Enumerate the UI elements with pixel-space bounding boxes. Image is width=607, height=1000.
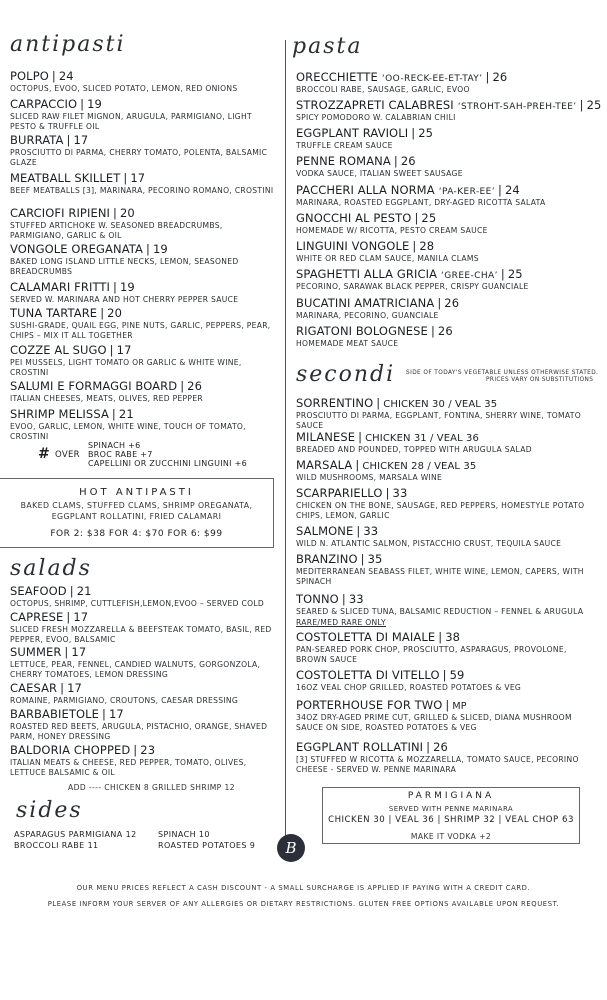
item-price: 26 bbox=[400, 154, 416, 168]
price-separator: | bbox=[123, 171, 128, 185]
item-name-line bbox=[10, 171, 275, 185]
item-description: PEI MUSSELS, LIGHT TOMATO OR GARLIC & WHITE WINE, CROSTINI bbox=[10, 358, 242, 377]
item-pronunciation: ‘OO-RECK-EE-ET-TAY’ bbox=[381, 74, 483, 84]
item-name: EGGPLANT RAVIOLI bbox=[296, 126, 409, 140]
item-name: STROZZAPRETI CALABRESI bbox=[296, 98, 454, 112]
item-price: 17 bbox=[130, 171, 146, 185]
menu-item bbox=[296, 183, 599, 208]
item-price: 17 bbox=[116, 343, 132, 357]
item-description: MEDITERRANEAN SEABASS FILET, WHITE WINE, LEMON, CAPERS, WITH SPINACH bbox=[296, 567, 584, 586]
left-column bbox=[10, 0, 275, 1000]
menu-item bbox=[10, 743, 275, 777]
item-description: ITALIAN CHEESES, MEATS, OLIVES, RED PEPPER bbox=[10, 394, 203, 403]
item-price: 26 bbox=[187, 379, 203, 393]
price-separator: | bbox=[113, 206, 118, 220]
item-name-line bbox=[10, 206, 275, 220]
item-name-line bbox=[10, 379, 275, 393]
item-name-line bbox=[10, 743, 275, 757]
item-description: PAN-SEARED PORK CHOP, PROSCIUTTO, ASPARAGUS, PROVOLONE, BROWN SAUCE bbox=[296, 645, 567, 664]
menu-item bbox=[10, 584, 275, 609]
side-broccoli-rabe: BROCCOLI RABE 11 bbox=[14, 841, 99, 850]
item-name-line bbox=[10, 343, 275, 357]
item-name: SCARPARIELLO bbox=[296, 486, 383, 500]
side-roasted-potatoes: ROASTED POTATOES 9 bbox=[158, 841, 256, 850]
item-price: 17 bbox=[67, 681, 82, 695]
item-price: CHICKEN 31 / VEAL 36 bbox=[365, 433, 479, 444]
item-name-line bbox=[10, 610, 275, 624]
item-description: OCTOPUS, SHRIMP, CUTTLEFISH,LEMON,EVOO – SERVED COLD bbox=[10, 599, 265, 608]
item-name: PACCHERI ALLA NORMA bbox=[296, 183, 435, 197]
item-name-line bbox=[296, 630, 599, 644]
item-description: 16OZ VEAL CHOP GRILLED, ROASTED POTATOES & VEG bbox=[296, 683, 522, 692]
footer-line-2: PLEASE INFORM YOUR SERVER OF ANY ALLERGIES OR DIETARY RESTRICTIONS. GLUTEN FREE OPTIONS AVAILABLE UPON REQUEST. bbox=[47, 900, 560, 908]
parmigiana-subtitle: SERVED WITH PENNE MARINARA bbox=[388, 805, 514, 813]
item-name-line bbox=[10, 242, 275, 256]
item-price: 26 bbox=[437, 324, 453, 338]
item-description: SEARED & SLICED TUNA, BALSAMIC REDUCTION – FENNEL & ARUGULA bbox=[296, 607, 584, 616]
hot-antipasti-desc-2: EGGPLANT ROLLATINI, FRIED CALAMARI bbox=[51, 512, 222, 521]
price-separator: | bbox=[445, 698, 450, 712]
item-description: WILD N. ATLANTIC SALMON, PISTACCHIO CRUST, TEQUILA SAUCE bbox=[296, 539, 562, 548]
hot-antipasti-prices: FOR 2: $38 FOR 4: $70 FOR 6: $99 bbox=[50, 529, 223, 539]
menu-item bbox=[296, 458, 599, 483]
item-price: 20 bbox=[120, 206, 135, 220]
price-separator: | bbox=[80, 97, 85, 111]
item-name-line bbox=[296, 70, 599, 84]
menu-item bbox=[10, 242, 275, 276]
item-description: MARINARA, ROASTED EGGPLANT, DRY-AGED RICOTTA SALATA bbox=[296, 198, 546, 207]
item-price: 20 bbox=[107, 306, 123, 320]
item-name: PENNE ROMANA bbox=[296, 154, 391, 168]
hash-icon: # bbox=[38, 446, 50, 462]
menu-item bbox=[296, 630, 599, 664]
item-description: VODKA SAUCE, ITALIAN SWEET SAUSAGE bbox=[296, 169, 463, 178]
menu-item bbox=[296, 430, 599, 455]
item-name: MARSALA bbox=[296, 458, 353, 472]
item-name-line bbox=[296, 267, 599, 281]
item-description: [3] STUFFED W RICOTTA & MOZZARELLA, TOMATO SAUCE, PECORINO CHEESE - SERVED W. PENNE MARINARA bbox=[296, 755, 579, 774]
price-separator: | bbox=[500, 267, 505, 281]
salads-add-line: ADD ---- CHICKEN 8 GRILLED SHRIMP 12 bbox=[68, 783, 235, 792]
price-separator: | bbox=[145, 242, 150, 256]
price-separator: | bbox=[51, 69, 56, 83]
item-name: SALUMI E FORMAGGI BOARD bbox=[10, 379, 178, 393]
item-name: VONGOLE OREGANATA bbox=[10, 242, 143, 256]
menu-item bbox=[296, 98, 602, 123]
item-name: COZZE AL SUGO bbox=[10, 343, 107, 357]
item-name-line bbox=[10, 133, 275, 147]
item-name: BRANZINO bbox=[296, 552, 358, 566]
over-option-capellini: CAPELLINI OR ZUCCHINI LINGUINI +6 bbox=[88, 459, 248, 468]
hot-antipasti-title: HOT ANTIPASTI bbox=[79, 487, 194, 498]
menu-item bbox=[296, 70, 599, 95]
item-description: SLICED RAW FILET MIGNON, ARUGULA, PARMIGIANO, LIGHT PESTO & TRUFFLE OIL bbox=[10, 112, 252, 131]
item-description: SLICED FRESH MOZZARELLA & BEEFSTEAK TOMATO, BASIL, RED PEPPER, EVOO, BALSAMIC bbox=[10, 625, 272, 644]
price-separator: | bbox=[102, 707, 106, 721]
item-name-line bbox=[296, 154, 599, 168]
item-description: SERVED W. MARINARA AND HOT CHERRY PEPPER SAUCE bbox=[10, 295, 239, 304]
item-description: LETTUCE, PEAR, FENNEL, CANDIED WALNUTS, GORGONZOLA, CHERRY TOMATOES, LEMON DRESSING bbox=[10, 660, 261, 679]
menu-item bbox=[296, 296, 599, 321]
item-name-line bbox=[296, 458, 599, 472]
item-name: POLPO bbox=[10, 69, 49, 83]
item-name-line bbox=[10, 681, 275, 695]
item-name-line bbox=[10, 584, 275, 598]
hot-antipasti-box bbox=[0, 478, 274, 548]
price-separator: | bbox=[358, 430, 363, 444]
item-name-line bbox=[296, 296, 599, 310]
menu-item bbox=[10, 133, 275, 167]
parmigiana-prices: CHICKEN 30 | VEAL 36 | SHRIMP 32 | VEAL CHOP 63 bbox=[328, 815, 574, 825]
item-price: 17 bbox=[71, 645, 87, 659]
menu-item bbox=[10, 379, 275, 404]
item-price: 26 bbox=[433, 740, 448, 754]
price-separator: | bbox=[66, 133, 71, 147]
over-option-broc-rabe: BROC RABE +7 bbox=[88, 450, 153, 459]
item-price: 35 bbox=[367, 552, 383, 566]
item-name-line bbox=[296, 396, 599, 410]
price-separator: | bbox=[385, 486, 390, 500]
menu-item bbox=[10, 69, 275, 94]
item-name: TUNA TARTARE bbox=[10, 306, 98, 320]
menu-item bbox=[296, 239, 599, 264]
menu-item bbox=[296, 324, 599, 349]
menu-item bbox=[10, 610, 275, 644]
price-separator: | bbox=[111, 407, 116, 421]
item-name: SHRIMP MELISSA bbox=[10, 407, 109, 421]
item-name: SEAFOOD bbox=[10, 584, 67, 598]
item-name: BALDORIA CHOPPED bbox=[10, 743, 131, 757]
item-name: CAPRESE bbox=[10, 610, 64, 624]
price-separator: | bbox=[355, 458, 360, 472]
item-description: 34OZ DRY-AGED PRIME CUT, GRILLED & SLICED, DIANA MUSHROOM SAUCE ON SIDE, ROASTED POTATOES & VEG bbox=[296, 713, 572, 732]
item-description: PROSCIUTTO DI PARMA, EGGPLANT, FONTINA, SHERRY WINE, TOMATO SAUCE bbox=[296, 411, 582, 430]
item-name: EGGPLANT ROLLATINI bbox=[296, 740, 424, 754]
item-description: HOMEMADE W/ RICOTTA, PESTO CREAM SAUCE bbox=[296, 226, 488, 235]
price-separator: | bbox=[579, 98, 584, 112]
price-separator: | bbox=[426, 740, 431, 754]
item-name-line bbox=[10, 69, 275, 83]
item-price: 21 bbox=[76, 584, 92, 598]
price-separator: | bbox=[430, 324, 435, 338]
item-description: SUSHI-GRADE, QUAIL EGG, PINE NUTS, GARLIC, PEPPERS, PEAR, CHIPS – MIX IT ALL TOGETHER bbox=[10, 321, 271, 340]
item-description: BEEF MEATBALLS [3], MARINARA, PECORINO ROMANO, CROSTINI bbox=[10, 186, 274, 195]
price-separator: | bbox=[376, 396, 381, 410]
item-price: 33 bbox=[363, 524, 379, 538]
item-price: 33 bbox=[392, 486, 408, 500]
item-price: 38 bbox=[445, 630, 461, 644]
menu-item bbox=[10, 407, 275, 441]
item-description: HOMEMADE MEAT SAUCE bbox=[296, 339, 399, 348]
item-price: 21 bbox=[118, 407, 134, 421]
item-price: 17 bbox=[73, 610, 89, 624]
item-description: ROMAINE, PARMIGIANO, CROUTONS, CAESAR DRESSING bbox=[10, 696, 239, 705]
item-name-line bbox=[10, 707, 275, 721]
price-separator: | bbox=[442, 668, 447, 682]
side-asparagus: ASPARAGUS PARMIGIANA 12 bbox=[14, 830, 137, 839]
menu-item bbox=[296, 740, 599, 774]
secondi-heading: secondi bbox=[296, 362, 396, 387]
price-separator: | bbox=[412, 239, 417, 253]
item-description: BREADED AND POUNDED, TOPPED WITH ARUGULA SALAD bbox=[296, 445, 532, 454]
item-name: COSTOLETTA DI MAIALE bbox=[296, 630, 436, 644]
over-option-spinach: SPINACH +6 bbox=[88, 441, 141, 450]
price-separator: | bbox=[438, 630, 443, 644]
price-separator: | bbox=[485, 70, 490, 84]
item-name-line bbox=[10, 280, 275, 294]
item-description: SPICY POMODORO W. CALABRIAN CHILI bbox=[296, 113, 456, 122]
price-separator: | bbox=[497, 183, 502, 197]
item-description: PECORINO, SARAWAK BLACK PEPPER, CRISPY GUANCIALE bbox=[296, 282, 529, 291]
menu-item bbox=[296, 211, 599, 236]
menu-item bbox=[296, 154, 599, 179]
item-name: MEATBALL SKILLET bbox=[10, 171, 121, 185]
menu-item bbox=[10, 206, 275, 240]
secondi-note-1: SIDE OF TODAY'S VEGETABLE UNLESS OTHERWISE STATED. bbox=[406, 370, 599, 376]
price-separator: | bbox=[360, 552, 365, 566]
item-name: CARCIOFI RIPIENI bbox=[10, 206, 111, 220]
item-name: CAESAR bbox=[10, 681, 58, 695]
over-label: OVER bbox=[55, 450, 80, 460]
item-name: PORTERHOUSE FOR TWO bbox=[296, 698, 443, 712]
item-name: CALAMARI FRITTI bbox=[10, 280, 110, 294]
item-price: 25 bbox=[507, 267, 523, 281]
item-description: STUFFED ARTICHOKE W. SEASONED BREADCRUMBS, PARMIGIANO, GARLIC & OIL bbox=[10, 221, 223, 240]
item-name: SORRENTINO bbox=[296, 396, 374, 410]
parmigiana-title: PARMIGIANA bbox=[407, 791, 495, 801]
item-price: CHICKEN 28 / VEAL 35 bbox=[362, 461, 477, 472]
price-separator: | bbox=[393, 154, 398, 168]
item-description: BROCCOLI RABE, SAUSAGE, GARLIC, EVOO bbox=[296, 85, 470, 94]
item-description-note: RARE/MED RARE ONLY bbox=[296, 617, 386, 627]
menu-item bbox=[296, 267, 599, 292]
item-price: 26 bbox=[492, 70, 508, 84]
item-name: ORECCHIETTE bbox=[296, 70, 378, 84]
item-name-line bbox=[10, 645, 275, 659]
menu-item bbox=[296, 486, 599, 520]
item-name: SALMONE bbox=[296, 524, 354, 538]
menu-item bbox=[10, 97, 275, 131]
price-separator: | bbox=[180, 379, 185, 393]
hot-antipasti-desc-1: BAKED CLAMS, STUFFED CLAMS, SHRIMP OREGANATA, bbox=[20, 501, 253, 510]
menu-item bbox=[10, 171, 275, 196]
item-name-line bbox=[296, 740, 599, 754]
price-separator: | bbox=[414, 211, 419, 225]
item-description: ROASTED RED BEETS, ARUGULA, PISTACHIO, ORANGE, SHAVED PARM, HONEY DRESSING bbox=[10, 722, 268, 741]
item-name-line bbox=[296, 211, 599, 225]
price-separator: | bbox=[133, 743, 138, 757]
item-name-line bbox=[10, 97, 275, 111]
item-name-line bbox=[10, 407, 275, 421]
item-name-line bbox=[296, 592, 599, 606]
item-price: 24 bbox=[58, 69, 74, 83]
sides-heading: sides bbox=[16, 798, 83, 823]
item-price: 19 bbox=[87, 97, 102, 111]
item-description: WHITE OR RED CLAM SAUCE, MANILA CLAMS bbox=[296, 254, 479, 263]
item-description: TRUFFLE CREAM SAUCE bbox=[296, 141, 393, 150]
item-price: 26 bbox=[444, 296, 460, 310]
item-name-line bbox=[296, 183, 599, 197]
item-price: 19 bbox=[119, 280, 135, 294]
menu-item bbox=[296, 126, 599, 151]
item-name: RIGATONI BOLOGNESE bbox=[296, 324, 428, 338]
item-name: BUCATINI AMATRICIANA bbox=[296, 296, 435, 310]
item-name-line bbox=[296, 126, 599, 140]
item-name: LINGUINI VONGOLE bbox=[296, 239, 410, 253]
item-price: 25 bbox=[586, 98, 602, 112]
item-name: MILANESE bbox=[296, 430, 356, 444]
item-price: 25 bbox=[421, 211, 437, 225]
restaurant-logo: B bbox=[277, 834, 305, 862]
price-separator: | bbox=[60, 681, 65, 695]
price-separator: | bbox=[64, 645, 69, 659]
menu-item bbox=[296, 552, 599, 586]
item-name-line bbox=[296, 430, 599, 444]
price-separator: | bbox=[341, 592, 346, 606]
antipasti-heading: antipasti bbox=[10, 32, 126, 57]
menu-item bbox=[296, 592, 599, 627]
price-separator: | bbox=[113, 280, 117, 294]
item-name: SUMMER bbox=[10, 645, 62, 659]
item-price: 24 bbox=[504, 183, 520, 197]
menu-item bbox=[296, 698, 599, 732]
item-price: MP bbox=[452, 701, 467, 712]
side-spinach: SPINACH 10 bbox=[158, 830, 210, 839]
item-description: BAKED LONG ISLAND LITTLE NECKS, LEMON, SEASONED BREADCRUMBS bbox=[10, 257, 239, 276]
item-name-line bbox=[296, 668, 599, 682]
menu-item bbox=[296, 668, 599, 693]
item-name: TONNO bbox=[296, 592, 339, 606]
menu-item bbox=[296, 524, 599, 549]
item-description: MARINARA, PECORINO, GUANCIALE bbox=[296, 311, 439, 320]
item-name: COSTOLETTA DI VITELLO bbox=[296, 668, 440, 682]
price-separator: | bbox=[437, 296, 442, 310]
item-price: 59 bbox=[449, 668, 465, 682]
right-column bbox=[292, 0, 602, 1000]
item-name: GNOCCHI AL PESTO bbox=[296, 211, 412, 225]
menu-item bbox=[10, 707, 275, 741]
item-price: 17 bbox=[108, 707, 124, 721]
item-price: 19 bbox=[152, 242, 168, 256]
item-price: 23 bbox=[140, 743, 156, 757]
item-pronunciation: ‘PA-KER-EE’ bbox=[438, 187, 495, 197]
menu-item bbox=[10, 645, 275, 679]
item-name-line bbox=[296, 552, 599, 566]
column-divider bbox=[285, 40, 286, 860]
parmigiana-box bbox=[322, 787, 580, 844]
price-separator: | bbox=[69, 584, 74, 598]
item-price: 33 bbox=[348, 592, 364, 606]
secondi-note-2: PRICES VARY ON SUBSTITUTIONS bbox=[486, 377, 594, 383]
item-name-line bbox=[296, 324, 599, 338]
price-separator: | bbox=[109, 343, 114, 357]
item-name-line bbox=[10, 306, 275, 320]
item-name-line bbox=[296, 239, 599, 253]
price-separator: | bbox=[66, 610, 71, 624]
menu-item bbox=[10, 343, 275, 377]
item-price: 17 bbox=[73, 133, 89, 147]
item-price: 25 bbox=[418, 126, 434, 140]
price-separator: | bbox=[100, 306, 105, 320]
menu-item bbox=[10, 306, 275, 340]
item-price: 28 bbox=[419, 239, 435, 253]
parmigiana-vodka: MAKE IT VODKA +2 bbox=[410, 832, 492, 841]
menu-item bbox=[10, 681, 275, 706]
item-name-line bbox=[296, 524, 599, 538]
item-description: WILD MUSHROOMS, MARSALA WINE bbox=[296, 473, 443, 482]
item-name: BARBABIETOLE bbox=[10, 707, 99, 721]
item-description: ITALIAN MEATS & CHEESE, RED PEPPER, TOMATO, OLIVES, LETTUCE BALSAMIC & OIL bbox=[10, 758, 247, 777]
item-name-line bbox=[296, 98, 602, 112]
item-name: CARPACCIO bbox=[10, 97, 78, 111]
salads-heading: salads bbox=[10, 556, 92, 581]
item-name: BURRATA bbox=[10, 133, 64, 147]
item-name-line bbox=[296, 698, 599, 712]
item-description: OCTOPUS, EVOO, SLICED POTATO, LEMON, RED ONIONS bbox=[10, 84, 238, 93]
item-pronunciation: ‘GREE-CHA’ bbox=[441, 271, 498, 281]
footer-line-1: OUR MENU PRICES REFLECT A CASH DISCOUNT - A SMALL SURCHARGE IS APPLIED IF PAYING WITH A CREDIT CARD. bbox=[76, 884, 531, 892]
item-price: CHICKEN 30 / VEAL 35 bbox=[383, 399, 498, 410]
item-description: PROSCIUTTO DI PARMA, CHERRY TOMATO, POLENTA, BALSAMIC GLAZE bbox=[10, 148, 268, 167]
price-separator: | bbox=[356, 524, 361, 538]
item-description: CHICKEN ON THE BONE, SAUSAGE, RED PEPPERS, HOMESTYLE POTATO CHIPS, LEMON, GARLIC bbox=[296, 501, 585, 520]
item-pronunciation: ‘STROHT-SAH-PREH-TEE’ bbox=[457, 102, 577, 112]
menu-item bbox=[10, 280, 275, 305]
item-name-line bbox=[296, 486, 599, 500]
item-name: SPAGHETTI ALLA GRICIA bbox=[296, 267, 438, 281]
pasta-heading: pasta bbox=[292, 34, 363, 59]
price-separator: | bbox=[411, 126, 416, 140]
item-description: EVOO, GARLIC, LEMON, WHITE WINE, TOUCH OF TOMATO, CROSTINI bbox=[10, 422, 246, 441]
menu-item bbox=[296, 396, 599, 430]
